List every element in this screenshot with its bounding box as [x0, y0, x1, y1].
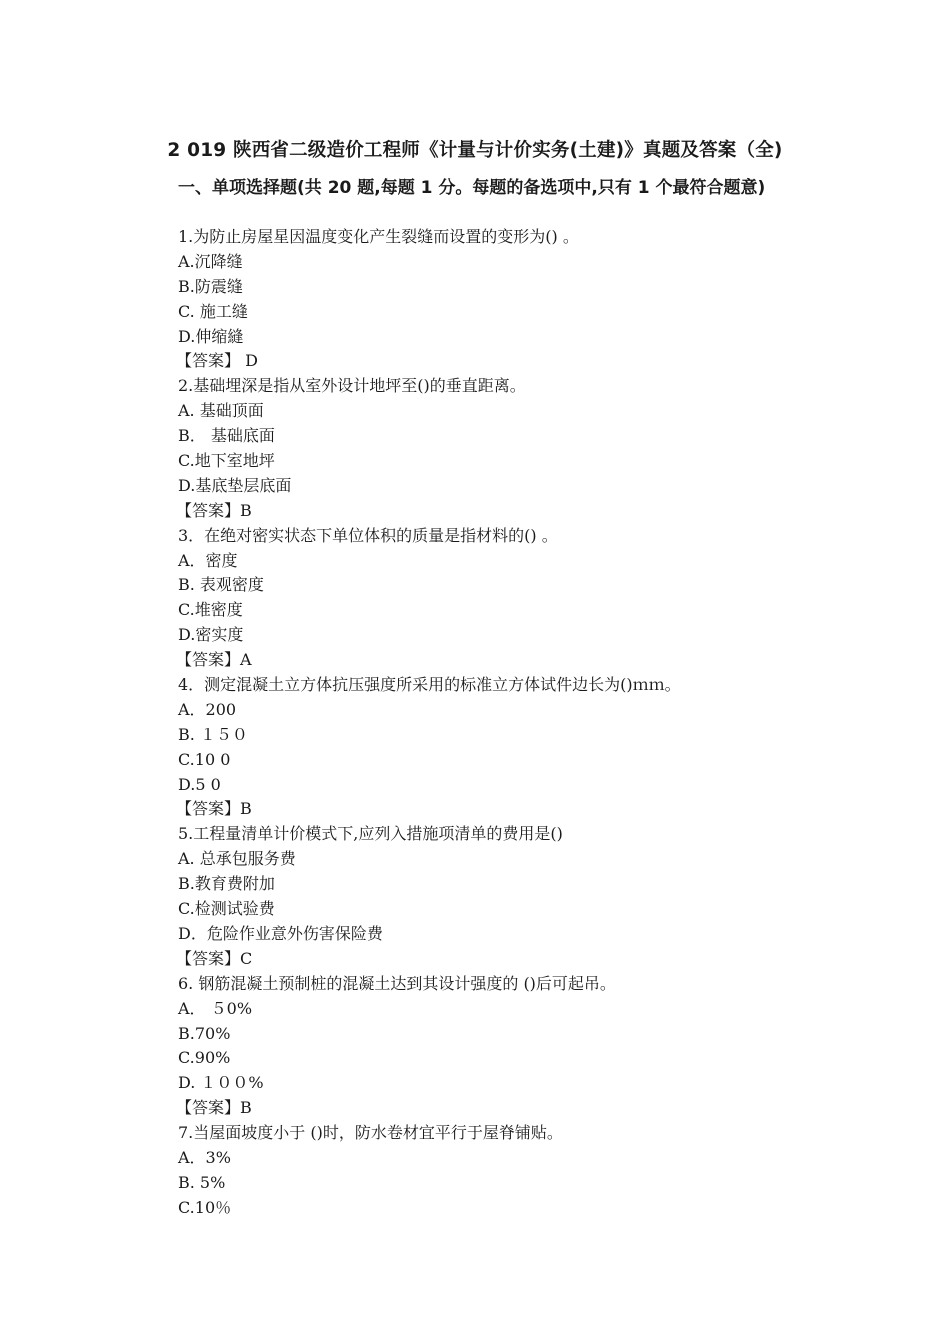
option-line: C. 施工缝	[178, 301, 248, 321]
answer-line: 【答案】 D	[176, 351, 258, 371]
option-line: D.基底垫层底面	[178, 475, 292, 495]
option-line: C.地下室地坪	[178, 451, 275, 471]
answer-line: 【答案】C	[176, 948, 253, 968]
option-line: B.教育费附加	[178, 874, 275, 894]
option-line: B. １５０	[178, 724, 248, 744]
option-line: B． 基础底面	[178, 426, 275, 446]
question-line: 7.当屋面坡度小于 ()时，防水卷材宜平行于屋脊铺贴。	[178, 1123, 563, 1143]
option-line: C.10 0	[178, 749, 231, 769]
question-line: 6. 钢筋混凝土预制桩的混凝土达到其设计强度的 ()后可起吊。	[178, 973, 616, 993]
option-line: A．3%	[178, 1147, 231, 1167]
question-line: 1.为防止房屋星因温度变化产生裂缝而设置的变形为() 。	[178, 227, 579, 246]
option-line: A.沉降缝	[178, 251, 243, 271]
option-line: A. 基础顶面	[178, 401, 264, 421]
question-line: 3．在绝对密实状态下单位体积的质量是指材料的() 。	[178, 525, 558, 545]
question-list	[178, 225, 898, 1221]
option-line: C.90%	[178, 1048, 231, 1068]
answer-line: 【答案】B	[176, 500, 252, 520]
option-line: B. 5%	[178, 1172, 226, 1192]
option-line: D．危险作业意外伤害保险费	[178, 923, 383, 943]
option-line: A．密度	[178, 550, 238, 570]
option-line: D.伸缩縫	[178, 326, 244, 346]
answer-line: 【答案】B	[176, 1098, 252, 1118]
option-line: D.密实度	[178, 625, 244, 645]
option-line: D. １００%	[178, 1073, 264, 1093]
question-line: 4．测定混凝土立方体抗压强度所采用的标准立方体试件边长为()ｍｍ。	[178, 675, 681, 695]
option-line: B.防震缝	[178, 276, 243, 296]
option-line: A. 总承包服务费	[178, 849, 296, 869]
option-line: C.10％	[178, 1197, 232, 1217]
document-title: 2 019 陕西省二级造价工程师《计量与计价实务(土建)》真题及答案（全)	[167, 140, 783, 161]
section-heading: 一、单项选择题(共 20 题,每题 1 分。每题的备选项中,只有 1 个最符合题意)	[178, 178, 766, 198]
option-line: C.检测试验费	[178, 899, 275, 919]
question-line: 5.工程量清单计价模式下,应列入措施项清单的费用是()	[178, 824, 563, 844]
option-line: D.5 0	[178, 774, 221, 794]
option-line: A． ５0%	[178, 998, 253, 1018]
question-line: 2.基础埋深是指从室外设计地坪至()的垂直距离。	[178, 376, 526, 396]
option-line: A．200	[178, 699, 237, 719]
answer-line: 【答案】B	[176, 799, 252, 819]
option-line: B. 表观密度	[178, 575, 264, 595]
answer-line: 【答案】A	[176, 650, 252, 670]
option-line: C.堆密度	[178, 600, 243, 620]
option-line: B.70%	[178, 1023, 231, 1043]
